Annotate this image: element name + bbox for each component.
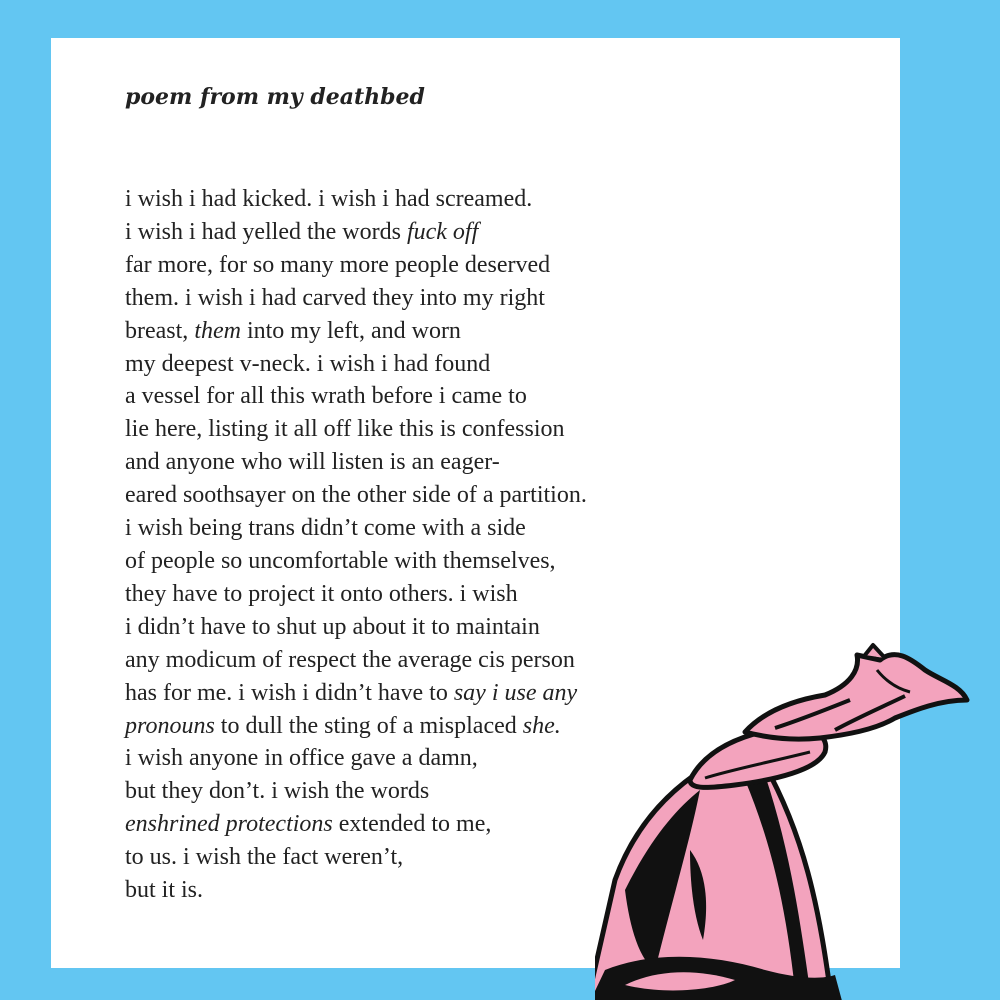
poem-emphasis: say i use any <box>453 679 578 706</box>
poem-text: they have to project it onto others. i wish <box>125 580 518 607</box>
poem-text: extended to me, <box>332 811 492 838</box>
poem-line <box>125 446 587 479</box>
poem-emphasis: enshrined protections <box>125 811 333 838</box>
poem-text: i wish being trans didn’t come with a side <box>125 515 526 542</box>
poem-text: lie here, listing it all off like this is confession <box>125 416 565 443</box>
poem-text: and anyone who will listen is an eager- <box>125 449 500 476</box>
poem-text: to us. i wish the fact weren’t, <box>125 844 404 871</box>
poem-line <box>125 183 587 216</box>
poem-text: i wish anyone in office gave a damn, <box>125 745 478 772</box>
poem-line <box>125 775 587 808</box>
poem-emphasis: them <box>194 317 241 344</box>
poem-text: i wish i had yelled the words <box>125 218 407 245</box>
poem-text: but it is. <box>125 877 204 904</box>
poem-line <box>125 644 587 677</box>
poem-title: poem from my deathbed <box>125 84 425 110</box>
poem-text: to dull the sting of a misplaced <box>214 712 523 739</box>
poem-line <box>125 380 587 413</box>
poem-text: them. i wish i had carved they into my right <box>125 284 545 311</box>
poem-line <box>125 348 587 381</box>
poem-text: i wish i had kicked. i wish i had screamed. <box>125 186 533 212</box>
poem-emphasis: fuck off <box>406 218 479 245</box>
poem-line <box>125 808 587 841</box>
poem-text: breast, <box>125 317 195 344</box>
poem-text: far more, for so many more people deserved <box>125 251 551 278</box>
poem-emphasis: pronouns <box>125 712 215 739</box>
poem-line <box>125 249 587 282</box>
poem-body <box>125 183 587 907</box>
poem-line <box>125 282 587 315</box>
poem-line <box>125 874 587 907</box>
poem-line <box>125 315 587 348</box>
poem-text: into my left, and worn <box>240 317 461 344</box>
poem-line <box>125 479 587 512</box>
poem-text: a vessel for all this wrath before i came to <box>125 383 527 410</box>
poem-text: eared soothsayer on the other side of a partition. <box>125 482 587 509</box>
poem-line <box>125 545 587 578</box>
poem-text: any modicum of respect the average cis person <box>125 646 575 673</box>
poem-line <box>125 742 587 775</box>
poem-line <box>125 677 587 710</box>
poem-line <box>125 710 587 743</box>
poem-line <box>125 578 587 611</box>
poem-text: of people so uncomfortable with themselves, <box>125 547 556 574</box>
poem-text: has for me. i wish i didn’t have to <box>125 679 454 706</box>
poem-line <box>125 841 587 874</box>
poem-line <box>125 611 587 644</box>
molotov-bottle-icon <box>595 640 1000 1000</box>
poem-line <box>125 413 587 446</box>
poem-text: but they don’t. i wish the words <box>125 778 430 805</box>
poem-line <box>125 512 587 545</box>
poem-emphasis: she. <box>522 712 561 739</box>
poem-text: i didn’t have to shut up about it to maintain <box>125 613 540 640</box>
poem-text: my deepest v-neck. i wish i had found <box>125 350 491 377</box>
poem-line <box>125 216 587 249</box>
